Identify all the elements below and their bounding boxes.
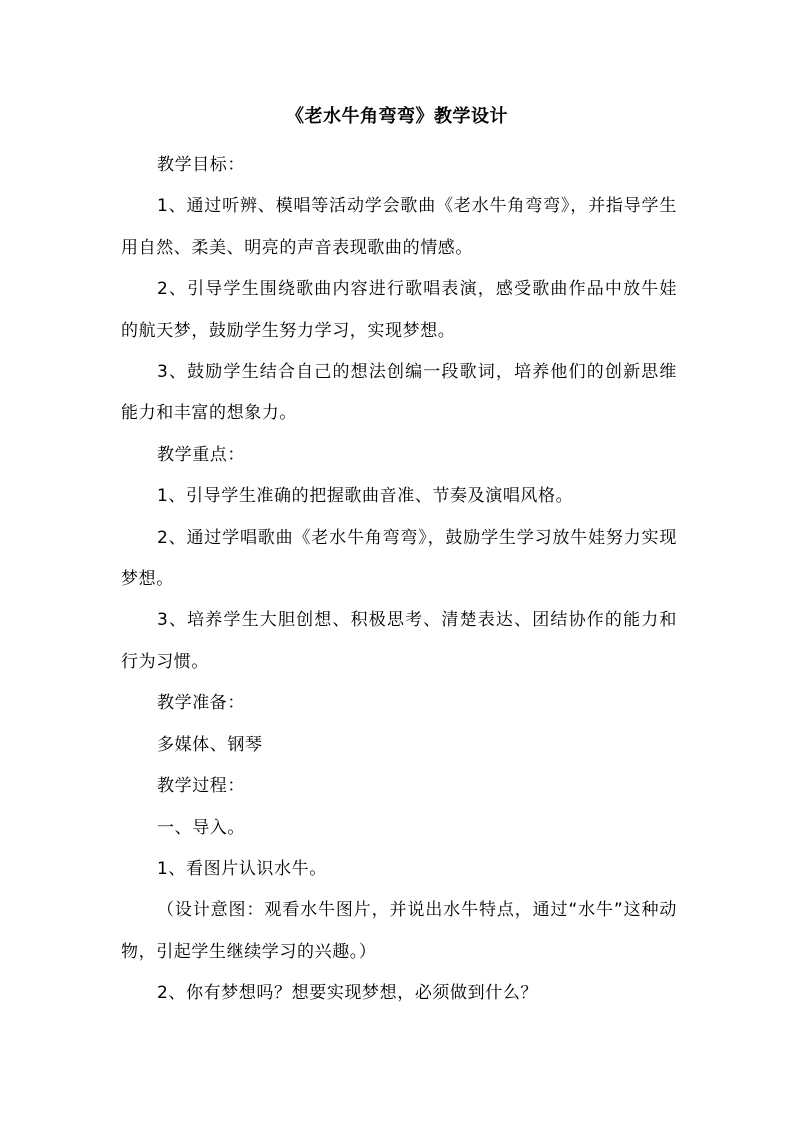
section-heading-process: 教学过程：	[157, 776, 245, 797]
section-heading-key-points: 教学重点：	[157, 444, 245, 465]
preparation-materials: 多媒体、钢琴	[157, 734, 263, 755]
objective-item-2: 2、引导学生围绕歌曲内容进行歌唱表演，感受歌曲作品中放牛娃的航天梦，鼓励学生努力学习，实现梦想。	[121, 279, 677, 341]
key-point-item-3: 3、培养学生大胆创想、积极思考、清楚表达、团结协作的能力和行为习惯。	[121, 610, 677, 672]
document-title: 《老水牛角弯弯》教学设计	[286, 106, 508, 127]
objective-item-3: 3、鼓励学生结合自己的想法创编一段歌词，培养他们的创新思维能力和丰富的想象力。	[121, 362, 677, 424]
section-heading-objectives: 教学目标：	[157, 155, 245, 175]
process-step-intro: 一、导入。	[157, 817, 245, 838]
process-substep-2: 2、你有梦想吗？想要实现梦想，必须做到什么？	[157, 983, 539, 1004]
design-intent-note: （设计意图：观看水牛图片，并说出水牛特点，通过“水牛”这种动物，引起学生继续学习的兴趣。）	[121, 900, 677, 962]
document-body	[121, 145, 677, 1015]
section-heading-preparation: 教学准备：	[157, 693, 245, 714]
process-substep-1: 1、看图片认识水牛。	[157, 858, 327, 879]
objective-item-1: 1、通过听辨、模唱等活动学会歌曲《老水牛角弯弯》，并指导学生用自然、柔美、明亮的声音表现歌曲的情感。	[121, 196, 677, 258]
key-point-item-1: 1、引导学生准确的把握歌曲音准、节奏及演唱风格。	[157, 486, 574, 507]
key-point-item-2: 2、通过学唱歌曲《老水牛角弯弯》，鼓励学生学习放牛娃努力实现梦想。	[121, 527, 677, 590]
